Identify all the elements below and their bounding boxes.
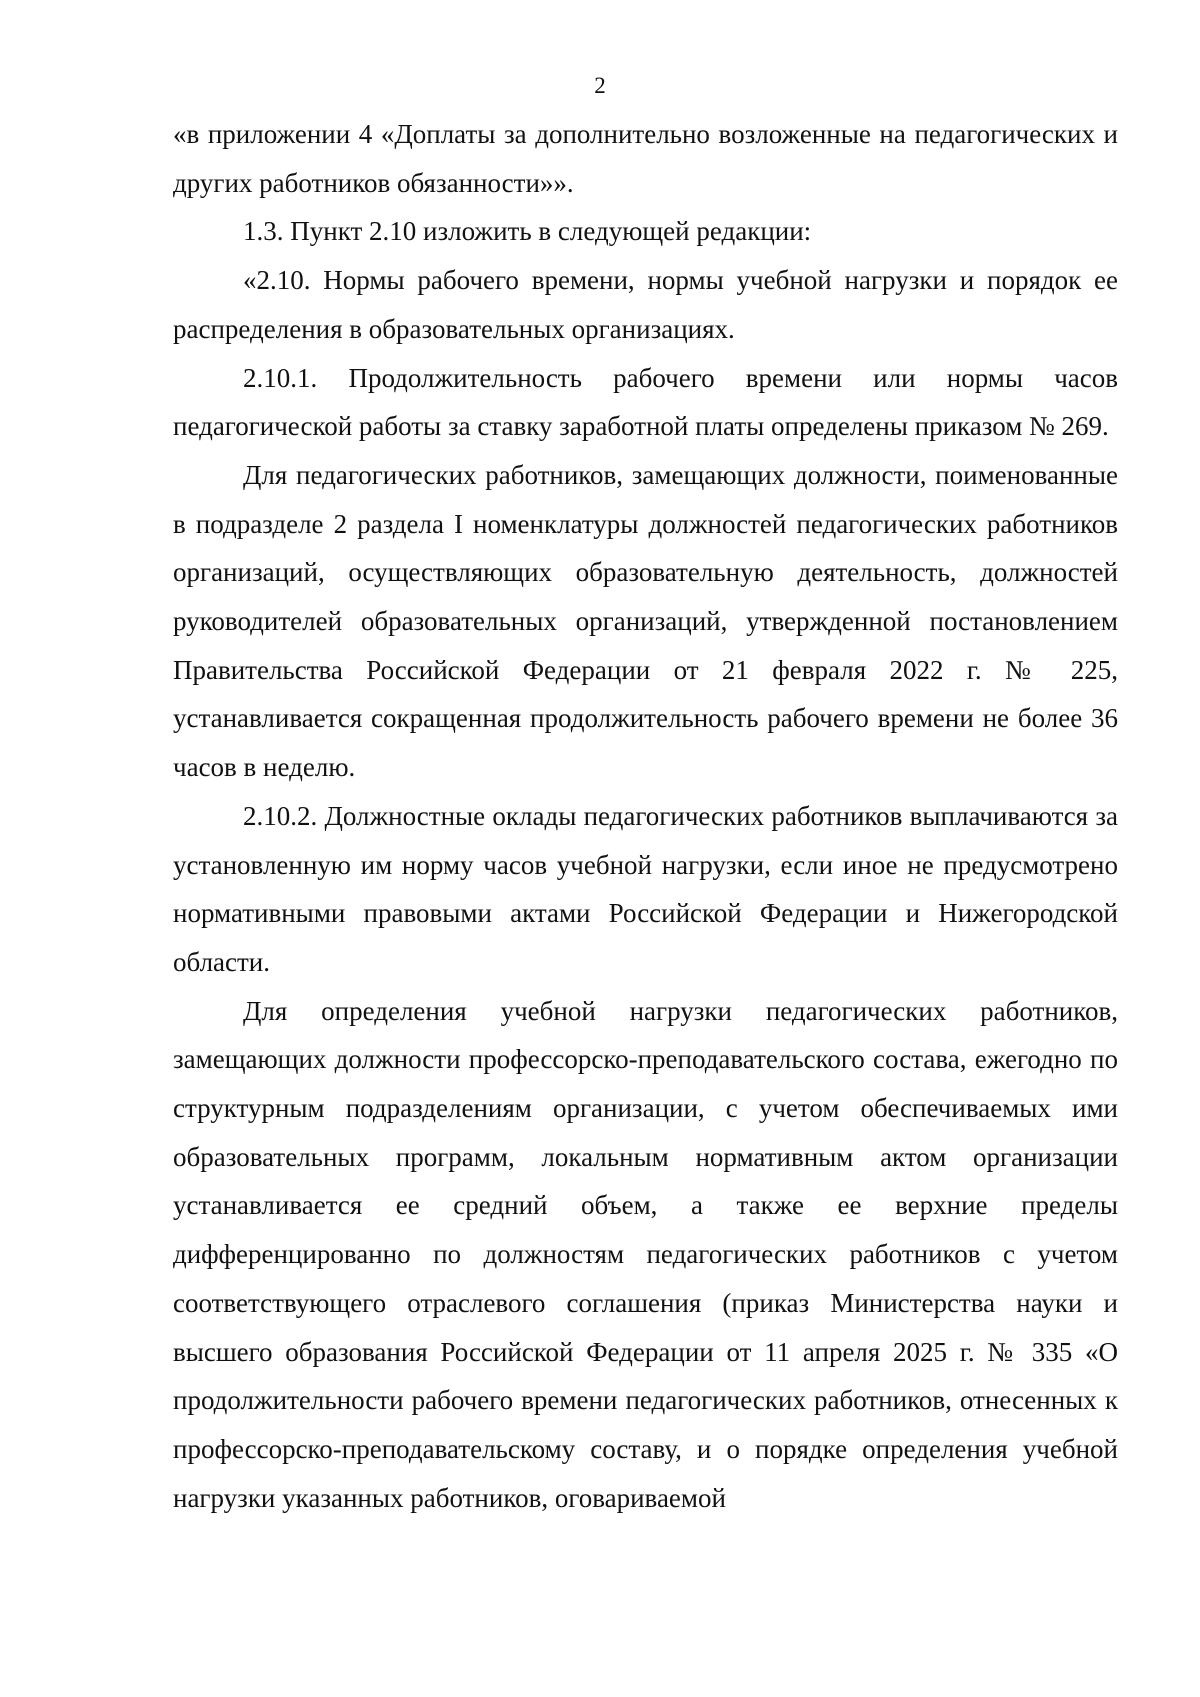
paragraph-reduced-working-hours: Для педагогических работников, замещающих должности, поименованные в подразделе 2 раздела I номенклатуры должностей педагогических работников организаций, осуществляющих образовательную деятельность, должностей руководителей образовательных организаций, утвержденной постановлением Правительства Российской Федерации от 21 февраля 2022 г. № 225, устанавливается сокращенная продолжительность рабочего времени не более 36 часов в неделю. [173, 459, 1118, 783]
paragraph-appendix-reference: «в приложении 4 «Доплаты за дополнительно возложенные на педагогических и других работников обязанности»». [173, 119, 1118, 198]
paragraph-item-1-3: 1.3. Пункт 2.10 изложить в следующей редакции: [243, 216, 812, 247]
document-body [173, 110, 1118, 1522]
page-number: 2 [594, 73, 606, 98]
paragraph-item-2-10-2: 2.10.2. Должностные оклады педагогических работников выплачиваются за установленную им норму часов учебной нагрузки, если иное не предусмотрено нормативными правовыми актами Российской Федерации и Нижегородской области. [173, 800, 1118, 977]
paragraph-item-2-10-1: 2.10.1. Продолжительность рабочего времени или нормы часов педагогической работы за ставку заработной платы определены приказом № 269. [173, 362, 1118, 442]
paragraph-teaching-load: Для определения учебной нагрузки педагогических работников, замещающих должности профессорско-преподавательского состава, ежегодно по структурным подразделениям организации, с учетом обеспечиваемых ими образовательных программ, локальным нормативным актом организации устанавливается ее средний объем, а также ее верхние пределы дифференцированно по должностям педагогических работников с учетом соответствующего отраслевого соглашения (приказ Министерства науки и высшего образования Российской Федерации от 11 апреля 2025 г. № 335 «О продолжительности рабочего времени педагогических работников, отнесенных к профессорско-преподавательскому составу, и о порядке определения учебной нагрузки указанных работников, оговариваемой [173, 995, 1118, 1513]
paragraph-item-2-10-heading: «2.10. Нормы рабочего времени, нормы учебной нагрузки и порядок ее распределения в образовательных организациях. [173, 265, 1118, 344]
